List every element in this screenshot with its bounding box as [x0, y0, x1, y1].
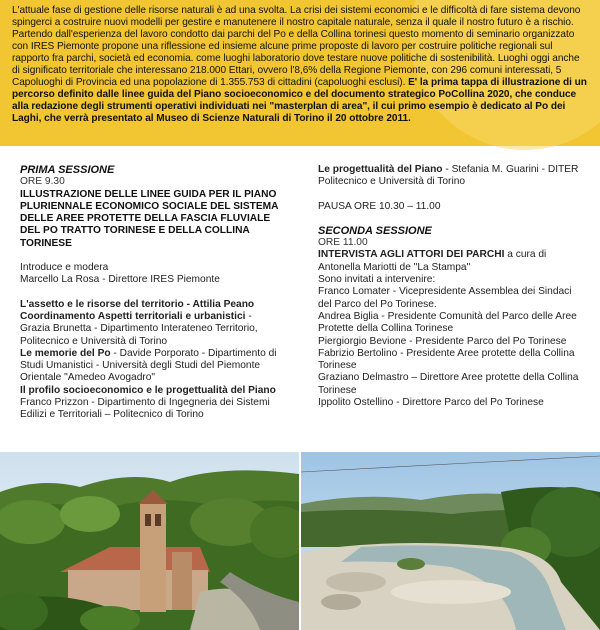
church-hill-photo [0, 452, 299, 630]
river-photo [301, 452, 600, 630]
session-title: SECONDA SESSIONE [318, 224, 432, 237]
talk-detail: - Stefania M. Guarini - DITER Politecnico e Università di Torino [318, 164, 579, 188]
talk-title: Le memorie del Po [20, 347, 111, 359]
interview-detail: a cura di Antonella Mariotti de "La Stampa" [318, 249, 547, 273]
first-session-column [20, 164, 282, 422]
speaker: Franco Lomater - Vicepresidente Assemblea dei Sindaci del Parco del Po Torinese. [318, 286, 572, 310]
talk-detail: Grazia Brunetta - Dipartimento Interateneo Territorio, Politecnico e Università di Torino [20, 323, 258, 347]
photo-strip [0, 452, 600, 630]
session-title: PRIMA SESSIONE [20, 164, 115, 176]
session-time: ORE 9.30 [20, 176, 65, 188]
session-time: ORE 11.00 [318, 237, 368, 249]
talk-item: L'assetto e le risorse del territorio - Attilia Peano Coordinamento Aspetti territoriali e urbanistici - Grazia Brunetta - Dipartimento Interateneo Territorio, Politecnico e Università di Torino [20, 298, 258, 347]
session-heading: ILLUSTRAZIONE DELLE LINEE GUIDA PER IL PIANO PLURIENNALE ECONOMICO SOCIALE DEL SISTEMA DELLE AREE PROTETTE DELLA FASCIA FLUVIALE DEL PO TRATTO TORINESE E DELLA COLLINA TORINESE [20, 188, 279, 249]
intro-text: L'attuale fase di gestione delle risorse naturali è ad una svolta. La crisi dei sistemi economici e le difficoltà di fare sistema devono spingerci a costruire nuovi modelli per gestire e manutenere il nostro capitale naturale, senza il quale il nostro futuro è a rischio. Partendo dall'esperienza del lavoro condotto dai parchi del Po e della Collina torinesi questo momento di seminario organizzato con IRES Piemonte propone una riflessione ed insieme alcune prime proposte di lavoro per costruire politiche regionali sul rapporto fra parchi, società ed economia. come luoghi laboratorio dove testare nuove politiche di sostenibilità. Luoghi oggi anche di significato territoriale che interessano 218.000 Ettari, ovvero l'8,6% della Regione Piemonte, con 296 comuni interessati, 5 Capoluoghi di Provincia ed una popolazione di 1.355.753 di cittadini (capoluoghi esclusi). [12, 5, 581, 88]
talk-detail: Davide Porporato - Dipartimento di Studi Umanistici - Università degli Studi del Piemonte Orientale "Amedeo Avogadro" [20, 347, 277, 384]
speaker: Fabrizio Bertolino - Presidente Aree protette della Collina Torinese [318, 347, 575, 372]
talk-title: Il profilo socioeconomico e le progettualità del Piano [20, 384, 276, 396]
talk-item [20, 385, 282, 422]
intro-banner [0, 0, 600, 146]
second-session-column [318, 164, 580, 409]
intro-label: Introduce e modera [20, 262, 109, 274]
intro-bold-text: E' la prima tappa di illustrazione di un percorso definito dalle linee guida del Piano socioeconomico e del documento strategico PoCollina 2020, che conduce alla redazione degli strumenti operativi individuati nei "masterplan di area", il cui primo esempio è dedicato al Po dei Laghi, che verrà presentato al Museo di Scienze Naturali di Torino il 20 ottobre 2011. [12, 77, 587, 124]
speaker: Piergiorgio Bevione - Presidente Parco del Po Torinese [318, 335, 567, 347]
talk-title: L'assetto e le risorse del territorio - Attilia Peano Coordinamento Aspetti territoriali e urbanistici [20, 298, 255, 322]
speaker: Ippolito Ostellino - Direttore Parco del Po Torinese [318, 397, 544, 409]
interview-title: INTERVISTA AGLI ATTORI DEI PARCHI [318, 249, 505, 261]
speaker: Andrea Biglia - Presidente Comunità del Parco delle Aree Protette della Collina Torinese [318, 310, 577, 335]
interview [318, 249, 580, 274]
talk-item: Le memorie del Po - Davide Porporato - Dipartimento di Studi Umanistici - Università degli Studi del Piemonte Orientale "Amedeo Avogadro" [20, 347, 277, 384]
talk-detail: Franco Prizzon - Dipartimento di Ingegneria dei Sistemi Edilizi e Territoriali – Politecnico di Torino [20, 397, 270, 421]
intro-paragraph [12, 5, 588, 125]
talk-title: Le progettualità del Piano [318, 164, 443, 175]
pause: PAUSA ORE 10.30 – 11.00 [318, 200, 441, 212]
moderator: Marcello La Rosa - Direttore IRES Piemonte [20, 274, 220, 286]
invited-label: Sono invitati a intervenire: [318, 274, 436, 286]
talk-item [318, 164, 580, 189]
speaker: Graziano Delmastro – Direttore Aree protette della Collina Torinese [318, 372, 579, 396]
